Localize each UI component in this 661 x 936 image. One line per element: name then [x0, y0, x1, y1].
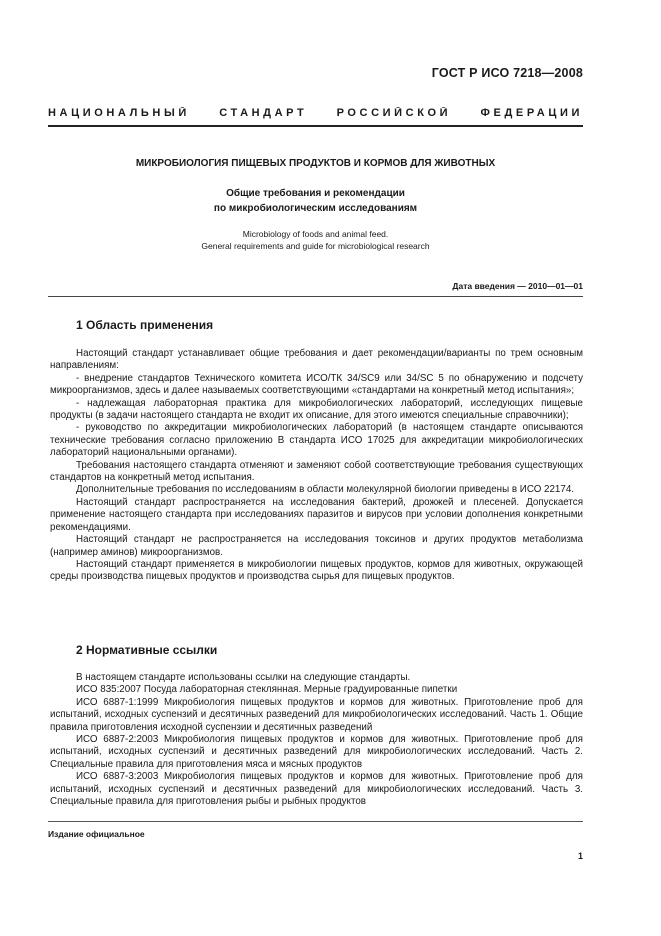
reference-item: ИСО 6887-3:2003 Микробиология пищевых продуктов и кормов для животных. Приготовление проб для испытаний, исходных суспензий и десятичных разведений для микробиологических исследований. Часть 3. Специальные правила для приготовления рыбы и рыбных продуктов — [50, 771, 583, 808]
reference-item: ИСО 835:2007 Посуда лабораторная стеклянная. Мерные градуированные пипетки — [76, 684, 458, 696]
paragraph: - внедрение стандартов Технического комитета ИСО/ТК 34/SC9 или 34/SC 5 по обнаружению и подсчету микроорганизмов, здесь и далее называемых соответствующими «стандартами на конкретный метод испытания»; — [50, 372, 583, 397]
english-title-line-1: Microbiology of foods and animal feed. — [242, 229, 389, 239]
page-number: 1 — [577, 851, 583, 861]
footer-rule — [48, 821, 583, 822]
subtitle-line-2: по микробиологическим исследованиям — [213, 203, 418, 214]
paragraph: - руководство по аккредитации микробиологических лабораторий (в настоящем стандарте описываются технические требования согласно приложению В стандарта ИСО 17025 для аккредитации микробиологических лабораторий национальными органами). — [50, 422, 583, 459]
paragraph: - надлежащая лабораторная практика для микробиологических лабораторий, исследующих пищевые продукты (в задачи настоящего стандарта не входит их описание, для этого имеются специальные справочники); — [50, 397, 583, 422]
reference-item: ИСО 6887-2:2003 Микробиология пищевых продуктов и кормов для животных. Приготовление проб для испытаний, исходных суспензий и десятичных разведений для микробиологических исследований. Часть 2. Специальные правила для приготовления мяса и мясных продуктов — [50, 734, 583, 770]
paragraph: Дополнительные требования по исследованиям в области молекулярной биологии приведены в ИСО 22174. — [76, 484, 574, 496]
date-rule — [48, 296, 583, 297]
paragraph: Настоящий стандарт распространяется на исследования бактерий, дрожжей и плесеней. Допускается применение настоящего стандарта при исследованиях паразитов и вирусов при условии дополнения конкретными рекомендациями. — [50, 496, 583, 533]
section-2-body — [50, 672, 583, 808]
section-1-heading: 1 Область применения — [76, 318, 214, 332]
introduction-date: Дата введения — 2010—01—01 — [452, 281, 583, 291]
standard-designation: ГОСТ Р ИСО 7218—2008 — [431, 66, 583, 80]
paragraph: Настоящий стандарт не распространяется на исследования токсинов и других продуктов метаболизма (например аминов) микроорганизмов. — [50, 534, 583, 558]
paragraph: Настоящий стандарт устанавливает общие требования и дает рекомендации/варианты по трем основным направлениям: — [50, 348, 583, 372]
reference-item: ИСО 6887-1:1999 Микробиология пищевых продуктов и кормов для животных. Приготовление проб для испытаний, исходных суспензий и десятичных разведений для микробиологических исследований. Часть 1. Общие правила приготовления исходной суспензии и десятичных разведений — [50, 696, 583, 733]
paragraph: Настоящий стандарт применяется в микробиологии пищевых продуктов, кормов для животных, окружающей среды производства пищевых продуктов и производства сырья для пищевых продуктов. — [50, 558, 583, 583]
header-rule — [48, 125, 583, 127]
paragraph: Требования настоящего стандарта отменяют и заменяют собой соответствующие требования существующих стандартов на конкретный метод испытания. — [50, 459, 583, 484]
official-edition-label: Издание официальное — [48, 829, 145, 839]
section-2-heading: 2 Нормативные ссылки — [76, 643, 218, 657]
document-main-title: МИКРОБИОЛОГИЯ ПИЩЕВЫХ ПРОДУКТОВ И КОРМОВ ДЛЯ ЖИВОТНЫХ — [135, 158, 496, 169]
subtitle-line-1: Общие требования и рекомендации — [226, 188, 405, 199]
english-title-line-2: General requirements and guide for microbiological research — [201, 241, 430, 251]
english-title — [48, 228, 583, 252]
paragraph: В настоящем стандарте использованы ссылки на следующие стандарты. — [76, 672, 411, 683]
national-standard-heading: НАЦИОНАЛЬНЫЙ СТАНДАРТ РОССИЙСКОЙ ФЕДЕРАЦИИ — [48, 107, 583, 119]
section-1-body — [50, 348, 583, 584]
document-subtitle — [48, 186, 583, 216]
